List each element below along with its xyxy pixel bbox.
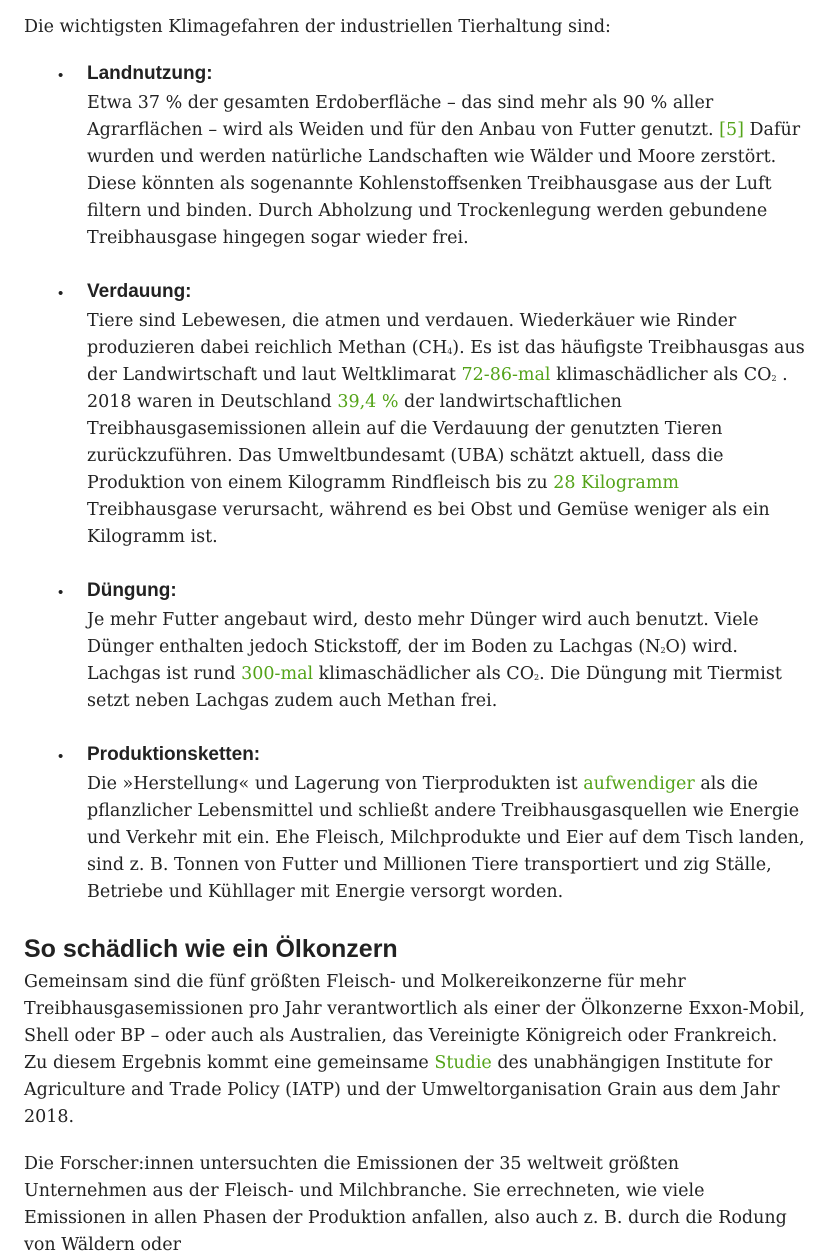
footnote-link-5[interactable]: [5] <box>719 120 744 140</box>
body-text: der landwirtschaftlichen Treibhausgasemissionen allein auf die Verdauung der genutzten Tieren zurückzuführen. Das Umweltbundesamt (UBA) schätzt aktuell, dass die Produktion von einem Kilogramm Rindfleisch bis zu <box>87 392 724 493</box>
bullet-icon: • <box>58 748 64 765</box>
link-39-4-percent[interactable]: 39,4 % <box>337 392 399 412</box>
section-paragraph: Die Forscher:innen untersuchten die Emissionen der 35 weltweit größten Unternehmen aus der Fleisch- und Milchbranche. Sie errechneten, wie viele Emissionen in allen Phasen der Produktion anfallen, also auch z. B. durch die Rodung von Wäldern oder <box>24 1154 787 1255</box>
item-title: Düngung: <box>87 580 177 601</box>
item-body <box>87 607 806 715</box>
item-body <box>87 771 806 906</box>
bullet-icon: • <box>58 584 64 601</box>
item-body <box>87 308 806 551</box>
body-text: des unabhängigen Institute for Agriculture and Trade Policy (IATP) und der Umweltorganisation Grain aus dem Jahr 2018. <box>24 1053 780 1127</box>
subscript: 2 <box>660 646 666 655</box>
subscript: 2 <box>534 673 540 682</box>
body-text: Je mehr Futter angebaut wird, desto mehr Dünger wird auch benutzt. Viele Dünger enthalten jedoch Stickstoff, der im Boden zu Lachgas (N <box>87 610 759 657</box>
body-text: O) wird. Lachgas ist rund <box>87 637 738 684</box>
list-item-duengung <box>24 579 806 715</box>
body-text: . Die Düngung mit Tiermist setzt neben Lachgas zudem auch Methan frei. <box>87 664 782 711</box>
item-title: Landnutzung: <box>87 63 213 84</box>
bullet-icon: • <box>58 67 64 84</box>
hazard-list <box>24 62 806 906</box>
link-300-mal[interactable]: 300-mal <box>241 664 314 684</box>
body-text: . 2018 waren in Deutschland <box>87 365 788 412</box>
link-28-kilogramm[interactable]: 28 Kilogramm <box>553 473 680 493</box>
item-title: Produktionsketten: <box>87 744 261 765</box>
item-title: Verdauung: <box>87 281 192 302</box>
link-aufwendiger[interactable]: aufwendiger <box>583 774 695 794</box>
item-body <box>87 90 806 252</box>
body-text: Dafür wurden und werden natürliche Landschaften wie Wälder und Moore zerstört. Diese könnten als sogenannte Kohlenstoffsenken Treibhausgase aus der Luft filtern und binden. Durch Abholzung und Trockenlegung werden gebundene Treibhausgase hingegen sogar wieder frei. <box>87 120 801 248</box>
body-text: ). Es ist das häufigste Treibhausgas aus der Landwirtschaft und laut Weltklimarat <box>87 338 805 385</box>
body-text: Treibhausgase verursacht, während es bei Obst und Gemüse weniger als ein Kilogramm ist. <box>87 500 770 547</box>
list-item-verdauung <box>24 280 806 551</box>
subscript: 4 <box>447 347 453 356</box>
body-text: Die »Herstellung« und Lagerung von Tierprodukten ist <box>87 774 584 794</box>
body-text: als die pflanzlicher Lebensmittel und schließt andere Treibhausgasquellen wie Energie und Verkehr mit ein. Ehe Fleisch, Milchprodukte und Eier auf dem Tisch landen, sind z. B. Tonnen von Futter und Millionen Tiere transportiert und zig Ställe, Betriebe und Kühllager mit Energie versorgt worden. <box>87 774 805 902</box>
link-studie[interactable]: Studie <box>434 1053 492 1073</box>
link-72-86-mal[interactable]: 72-86-mal <box>461 365 551 385</box>
body-text: klimaschädlicher als CO <box>313 664 535 684</box>
section-paragraph <box>24 969 806 1131</box>
list-item-landnutzung <box>24 62 806 252</box>
bullet-icon: • <box>58 285 64 302</box>
subscript: 2 <box>771 374 777 383</box>
section-heading: So schädlich wie ein Ölkonzern <box>24 935 398 963</box>
body-text: Gemeinsam sind die fünf größten Fleisch- und Molkereikonzerne für mehr Treibhausgasemissionen pro Jahr verantwortlich als einer der Ölkonzerne Exxon-Mobil, Shell oder BP – oder auch als Australien, das Vereinigte Königreich oder Frankreich. Zu diesem Ergebnis kommt eine gemeinsame <box>24 972 805 1073</box>
body-text: Tiere sind Lebewesen, die atmen und verdauen. Wiederkäuer wie Rinder produzieren dabei reichlich Methan (CH <box>87 311 737 358</box>
intro-text: Die wichtigsten Klimagefahren der industriellen Tierhaltung sind: <box>24 17 611 37</box>
body-text: Etwa 37 % der gesamten Erdoberfläche – das sind mehr als 90 % aller Agrarflächen – wird als Weiden und für den Anbau von Futter genutzt. <box>87 93 720 140</box>
body-text: klimaschädlicher als CO <box>550 365 772 385</box>
list-item-produktionsketten <box>24 743 806 906</box>
